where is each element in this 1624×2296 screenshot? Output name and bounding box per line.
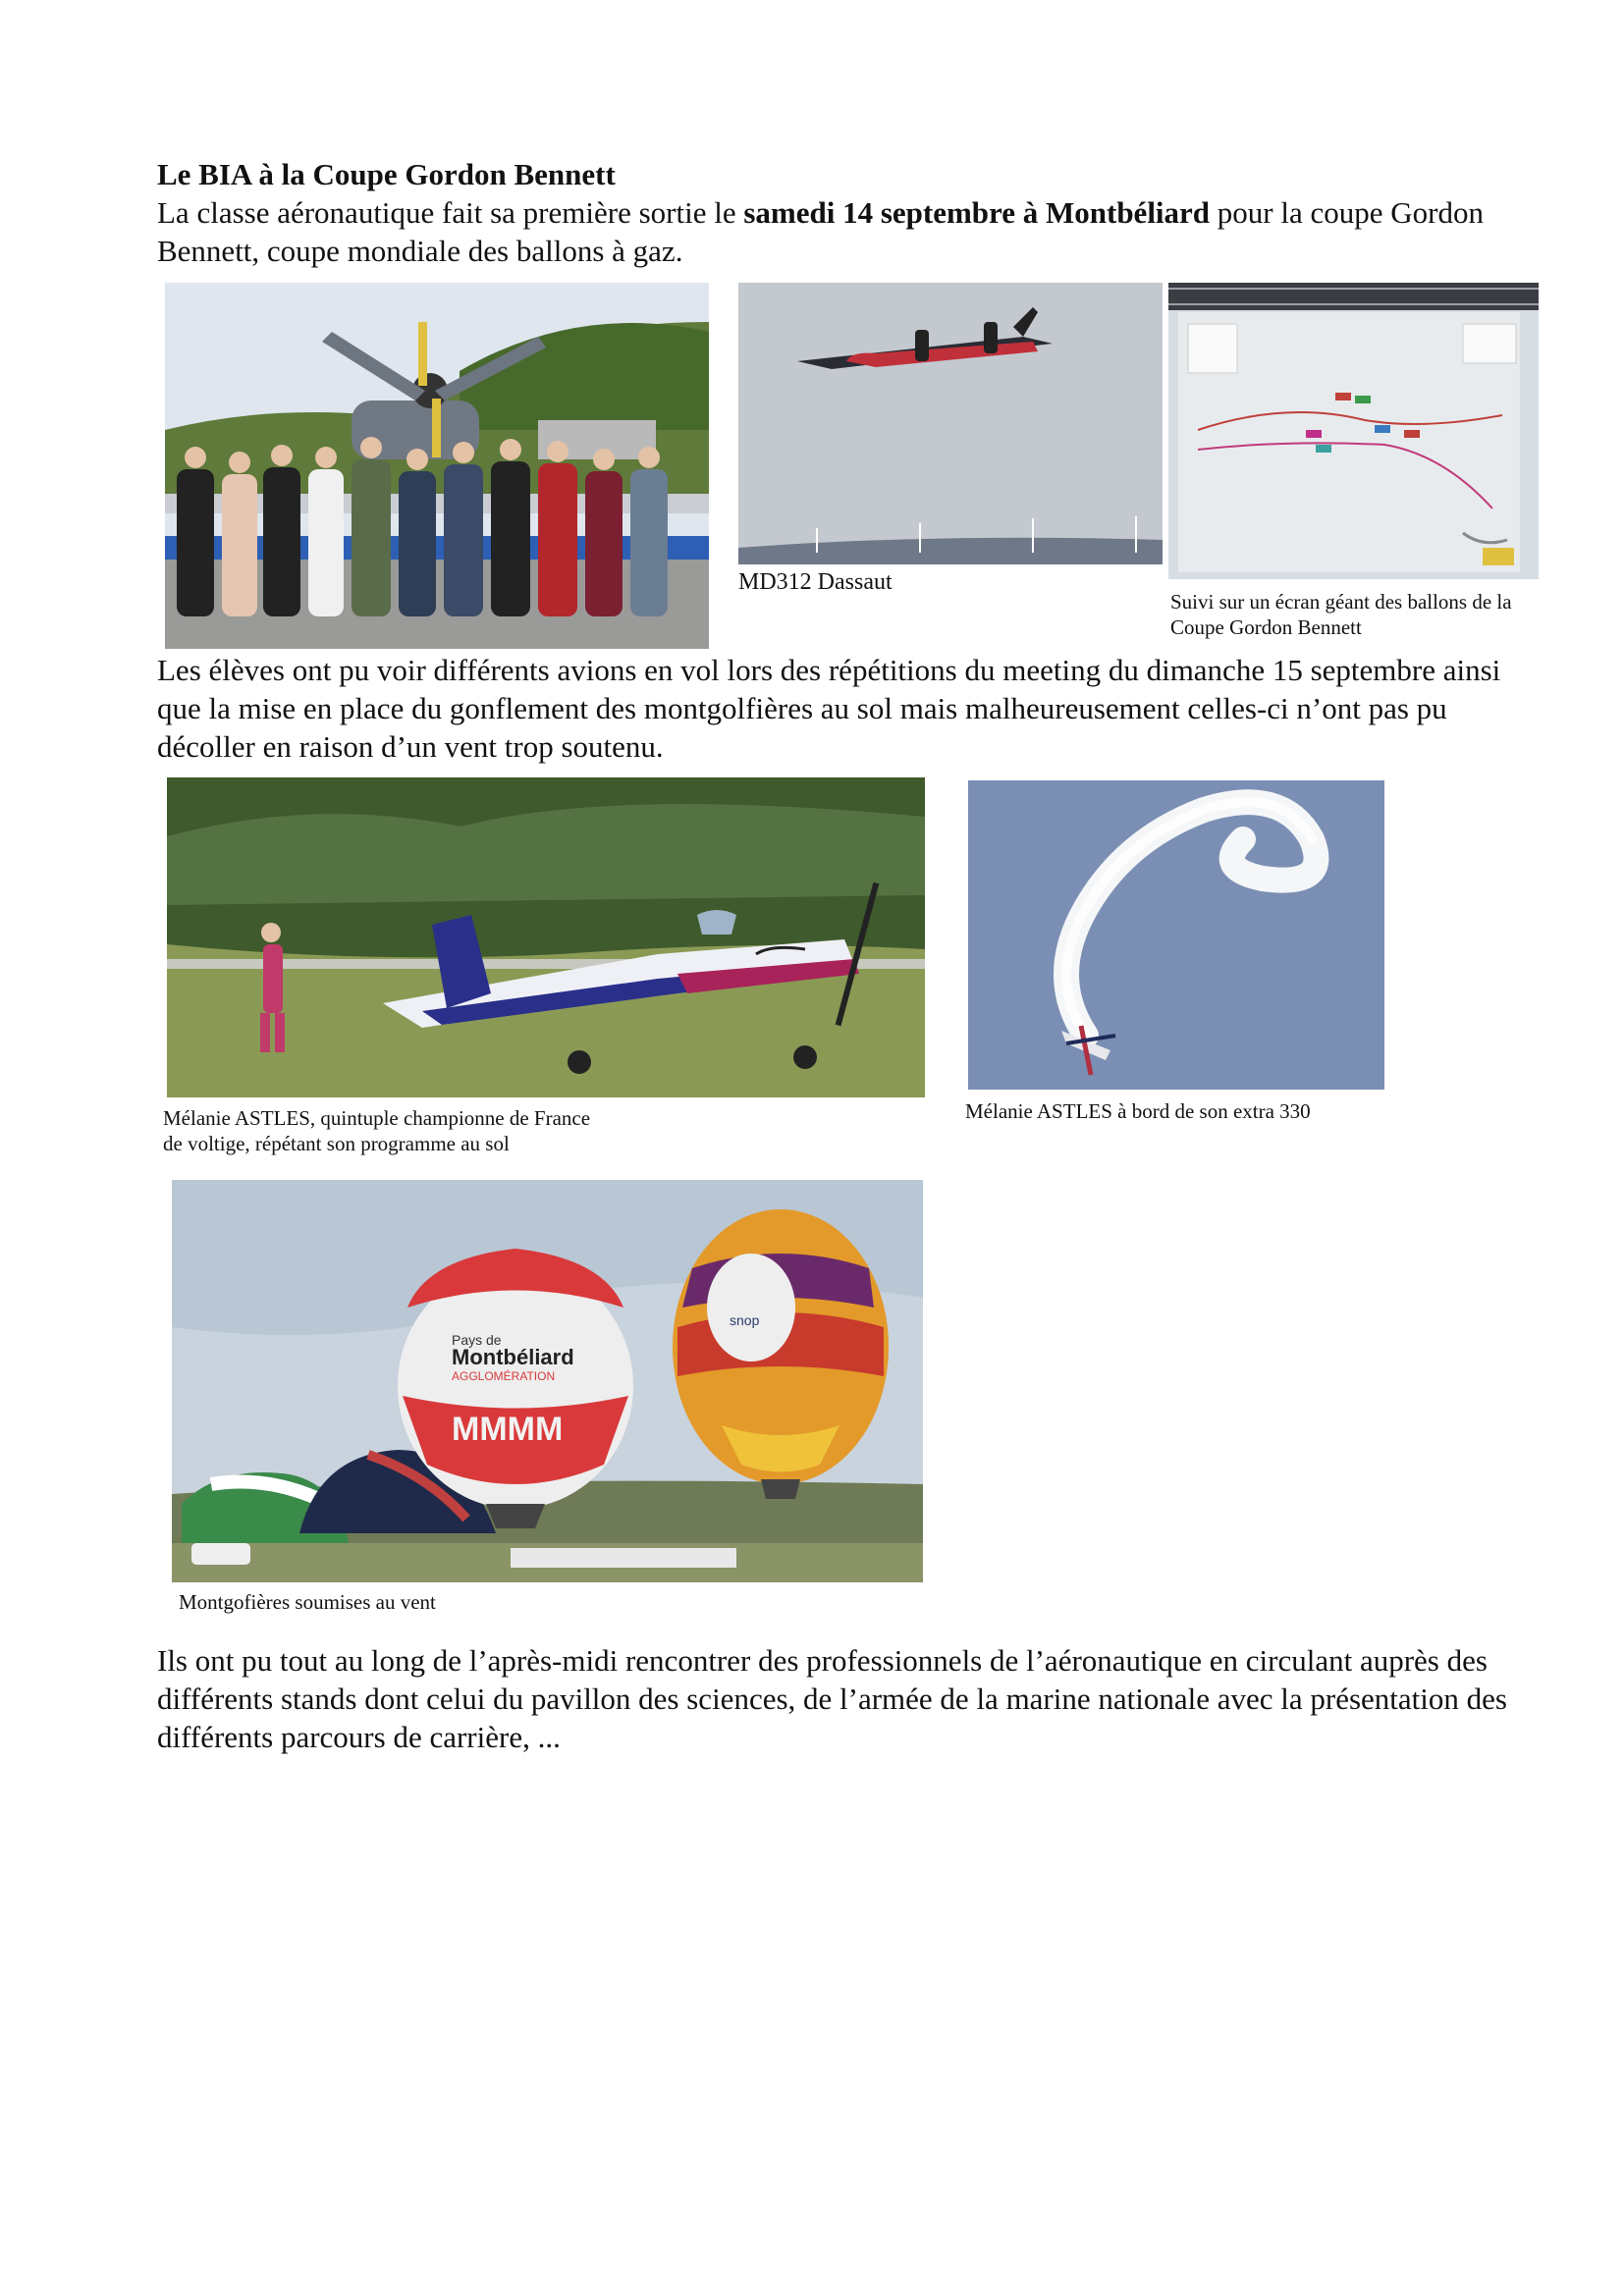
intro-paragraph	[157, 193, 1532, 270]
screen-photo	[1168, 283, 1539, 579]
intro-text-2: pour la coupe Gordon Bennett, coupe mondiale des ballons à gaz.	[157, 195, 1484, 268]
intro-date-place: samedi 14 septembre à Montbéliard	[743, 195, 1211, 230]
balloon-text-montbeliard: Montbéliard	[452, 1345, 574, 1369]
balloons-photo	[172, 1180, 923, 1582]
screen-caption-line2: Coupe Gordon Bennett	[1170, 615, 1362, 639]
plane-photo	[738, 283, 1163, 564]
paragraph-professionals: Ils ont pu tout au long de l’après-midi rencontrer des professionnels de l’aéronautique en circulant auprès des différents stands dont celui du pavillon des sciences, de l’armée de la marine nationale avec la présentation des différents parcours de carrière, ...	[157, 1643, 1507, 1754]
aerobatic-photo	[968, 780, 1384, 1090]
plane-caption: MD312 Dassaut	[738, 569, 893, 595]
page-title: Le BIA à la Coupe Gordon Bennett	[157, 157, 616, 191]
aerobatic-caption: Mélanie ASTLES à bord de son extra 330	[965, 1099, 1311, 1123]
ground-plane-photo	[167, 777, 925, 1097]
balloons-caption: Montgofières soumises au vent	[179, 1590, 436, 1614]
balloon-text-letters: MMMM	[452, 1411, 564, 1448]
balloon-text-snop: snop	[730, 1312, 760, 1328]
intro-text-1: La classe aéronautique fait sa première sortie le	[157, 195, 744, 230]
paragraph-planes: Les élèves ont pu voir différents avions en vol lors des répétitions du meeting du dimanche 15 septembre ainsi que la mise en place du gonflement des montgolfières au sol mais malheureusement celles-ci n’ont pas pu décoller en raison d’un vent trop soutenu.	[157, 653, 1501, 764]
balloon-text-agglo: AGGLOMÉRATION	[452, 1369, 556, 1383]
screen-caption-line1: Suivi sur un écran géant des ballons de la	[1170, 590, 1512, 614]
group-photo	[165, 283, 709, 649]
ground-caption-line1: Mélanie ASTLES, quintuple championne de France	[163, 1106, 591, 1130]
ground-caption-line2: de voltige, répétant son programme au sol	[163, 1132, 510, 1155]
balloon-text-pays: Pays de	[452, 1332, 502, 1348]
